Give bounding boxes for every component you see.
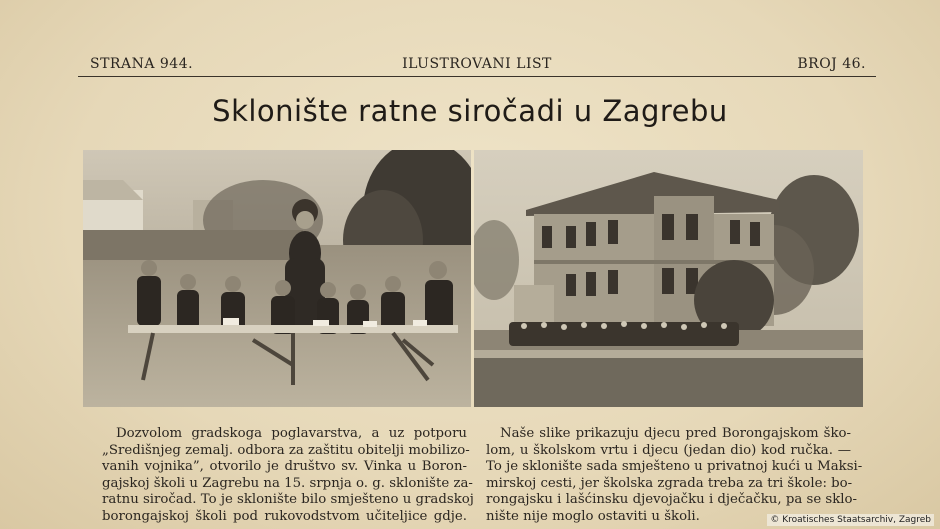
- publication-name: ILUSTROVANI LIST: [402, 56, 552, 72]
- text-line: gajskoj školi u Zagrebu na 15. srpnja o. g. sklonište za-: [102, 475, 473, 491]
- text-line: Naše slike prikazuju djecu pred Borongajskom ško-: [500, 426, 851, 441]
- photo-school-building: [474, 150, 863, 407]
- image-credit: © Kroatisches Staatsarchiv, Zagreb: [767, 514, 934, 526]
- article-title: Sklonište ratne siročadi u Zagrebu: [212, 94, 728, 128]
- text-line: To je sklonište sada smješteno u privatnoj kući u Maksi-: [486, 459, 863, 475]
- text-line: rongajsku i lašćinsku djevojačku i dječačku, pa se sklo-: [486, 492, 858, 508]
- issue-number: BROJ 46.: [797, 56, 866, 72]
- text-line: „Središnjeg zemalj. odbora za zaštitu obitelji mobilizo-: [102, 442, 470, 458]
- page-number: STRANA 944.: [90, 56, 194, 72]
- text-line: nište nije moglo ostaviti u školi.: [486, 508, 700, 524]
- text-line: lom, u školskom vrtu i djecu (jedan dio) kod ručka. —: [486, 442, 851, 458]
- photo-children-at-table: [83, 150, 471, 407]
- text-line: borongajskoj školi pod rukovodstvom učiteljice gdje.: [102, 508, 467, 524]
- text-line: vanih vojnika”, otvorilo je društvo sv. Vinka u Boron-: [102, 459, 467, 475]
- article-text-left-column: [102, 426, 474, 526]
- text-line: ratnu siročad. To je sklonište bilo smješteno u gradskoj: [102, 492, 474, 508]
- article-text-right-column: [486, 426, 863, 526]
- page-header: [78, 54, 876, 77]
- text-line: Dozvolom gradskoga poglavarstva, a uz potporu: [116, 426, 467, 441]
- text-line: mirskoj cesti, jer školska zgrada treba za tri škole: bo-: [486, 475, 853, 491]
